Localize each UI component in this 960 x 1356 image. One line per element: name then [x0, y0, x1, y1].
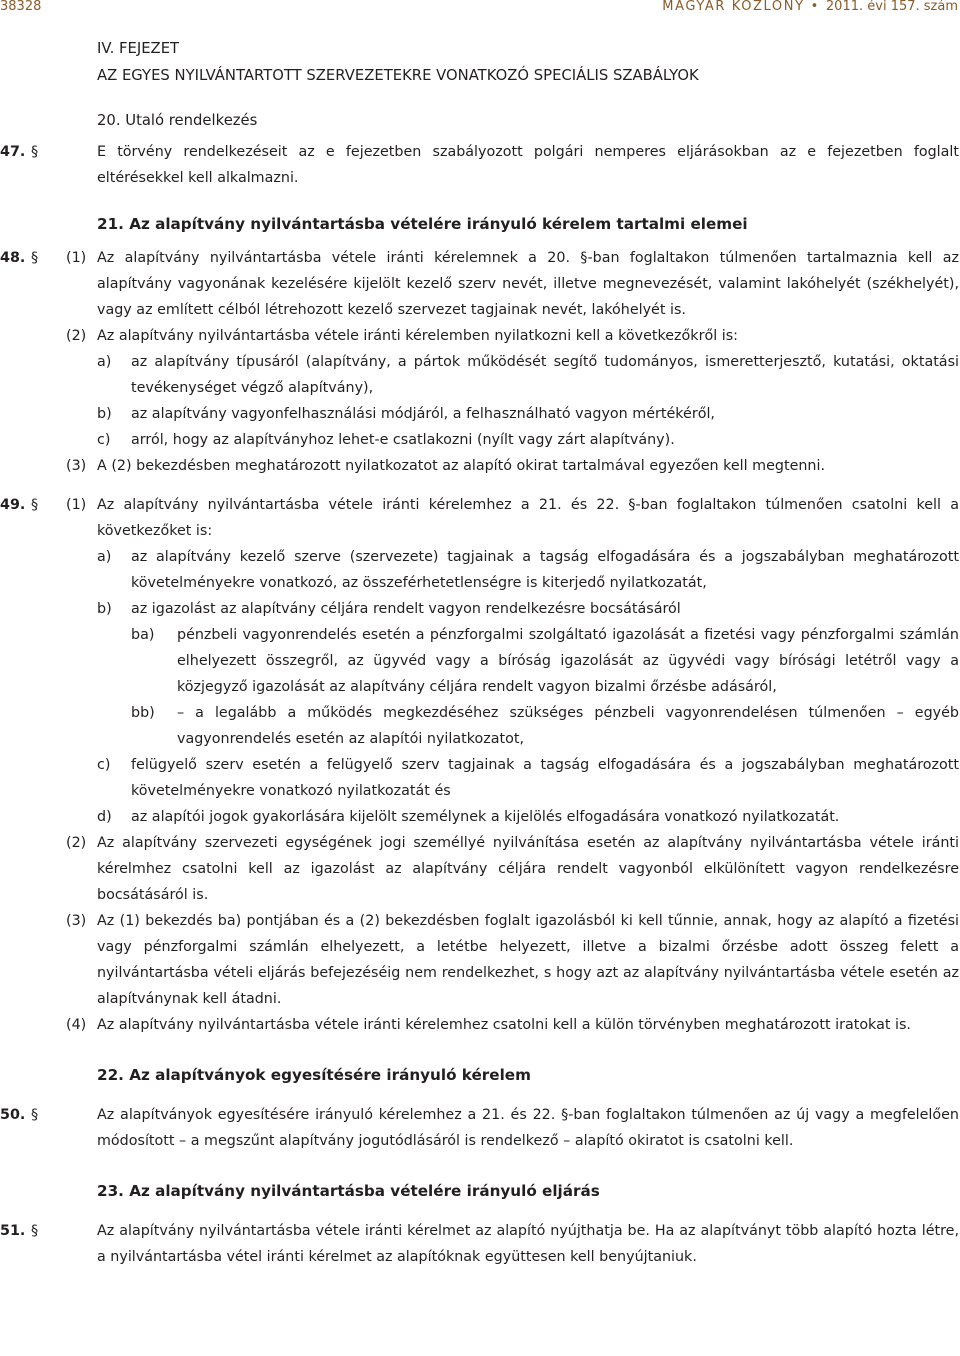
- section-sign: §: [31, 1223, 39, 1239]
- point-text: az igazolást az alapítvány céljára rendelt vagyon rendelkezésre bocsátásáról: [131, 601, 681, 617]
- point-text: az alapítvány kezelő szerve (szervezete) tagjainak a tagság elfogadására és a jogszabályban meghatározott követelményekre vonatkozó, az összeférhetetlenségre is kiterjedő nyilatkozatát,: [131, 549, 959, 591]
- subsection-text: Az alapítvány nyilvántartásba vétele iránti kérelemhez csatolni kell a külön törvényben meghatározott iratokat is.: [97, 1017, 911, 1033]
- paragraph-number: 49.: [0, 497, 26, 513]
- point-label: c): [97, 432, 111, 448]
- point-b: [0, 596, 960, 622]
- subpoint-label: bb): [131, 705, 155, 721]
- subsection-text: Az (1) bekezdés ba) pontjában és a (2) bekezdésben foglalt igazolásból ki kell tűnnie, annak, hogy az alapító a fizetési vagy pénzforgalmi számlán elhelyezett, a letétbe helyezett, illetve a bizalmi őrzésbe adott összeg felett a nyilvántartásba vételi eljárás befejezéséig nem rendelkezhet, s hogy azt az alapítvány nyilvántartásba vétele esetén az alapítványnak kell átadni.: [97, 913, 959, 1007]
- publication-info: [662, 0, 958, 13]
- paragraph-48: [0, 245, 960, 323]
- point-c: [0, 427, 960, 453]
- page-header: [0, 0, 960, 15]
- paragraph-text: E törvény rendelkezéseit az e fejezetben szabályozott polgári nemperes eljárásokban az e fejezetben foglalt eltérésekkel kell alkalmazni.: [97, 144, 959, 186]
- paragraph-49: [0, 492, 960, 544]
- paragraph-text: Az alapítványok egyesítésére irányuló kérelemhez a 21. és 22. §-ban foglaltakon túlmenően az új vagy a megfelelően módosított – a megszűnt alapítvány jogutódlásáról is rendelkező – alapító okiratot is csatolni kell.: [97, 1107, 959, 1149]
- paragraph-47: [0, 139, 960, 191]
- paragraph-48-subsection-3: [0, 453, 960, 479]
- paragraph-49-subsection-2: [0, 830, 960, 908]
- paragraph-48-subsection-2: [0, 323, 960, 349]
- section-sign: §: [31, 1107, 39, 1123]
- point-d: [0, 804, 960, 830]
- point-a: [0, 349, 960, 401]
- paragraph-number: 50.: [0, 1107, 26, 1123]
- point-a: [0, 544, 960, 596]
- point-label: b): [97, 601, 112, 617]
- point-label: d): [97, 809, 112, 825]
- subsection-number: (2): [66, 328, 87, 344]
- subsection-number: (1): [66, 497, 87, 513]
- subsection-number: (1): [66, 250, 87, 266]
- document-body: [0, 35, 960, 1270]
- subpoint-bb: [0, 700, 960, 752]
- section-23-title: 23. Az alapítvány nyilvántartásba vételére irányuló eljárás: [97, 1182, 600, 1200]
- subsection-number: (2): [66, 835, 87, 851]
- point-b: [0, 401, 960, 427]
- chapter-heading: [97, 35, 960, 89]
- paragraph-49-subsection-3: [0, 908, 960, 1012]
- point-text: az alapítvány vagyonfelhasználási módjáról, a felhasználható vagyon mértékéről,: [131, 406, 715, 422]
- chapter-title: AZ EGYES NYILVÁNTARTOTT SZERVEZETEKRE VONATKOZÓ SPECIÁLIS SZABÁLYOK: [97, 67, 699, 84]
- point-label: a): [97, 354, 112, 370]
- subsection-number: (3): [66, 458, 87, 474]
- section-sign: §: [31, 144, 39, 160]
- subpoint-label: ba): [131, 627, 155, 643]
- point-text: felügyelő szerv esetén a felügyelő szerv tagjainak a tagság elfogadására és a jogszabályban meghatározott követelményekre vonatkozó nyilatkozatát és: [131, 757, 959, 799]
- point-text: arról, hogy az alapítványhoz lehet-e csatlakozni (nyílt vagy zárt alapítvány).: [131, 432, 675, 448]
- subsection-text: Az alapítvány nyilvántartásba vétele iránti kérelemben nyilatkozni kell a következőkről is:: [97, 328, 738, 344]
- point-text: az alapítói jogok gyakorlására kijelölt személynek a kijelölés elfogadására vonatkozó nyilatkozatát.: [131, 809, 840, 825]
- subsection-number: (4): [66, 1017, 87, 1033]
- point-text: az alapítvány típusáról (alapítvány, a pártok működését segítő tudományos, ismeretterjesztő, kutatási, oktatási tevékenységet végző alapítvány),: [131, 354, 959, 396]
- subpoint-ba: [0, 622, 960, 700]
- subpoint-text: – a legalább a működés megkezdéséhez szükséges pénzbeli vagyonrendelésen túlmenően – egyéb vagyonrendelés esetén az alapítói nyilatkozatot,: [177, 705, 959, 747]
- subpoint-text: pénzbeli vagyonrendelés esetén a pénzforgalmi szolgáltató igazolását a fizetési vagy pénzforgalmi számlán elhelyezett összegről, az ügyvéd vagy a bíróság igazolását az ügyvédi vagy bírósági letétről vagy a közjegyző igazolását az alapítvány céljára rendelt vagyon bizalmi őrzésbe adásáról,: [177, 627, 959, 695]
- subsection-text: Az alapítvány nyilvántartásba vétele iránti kérelemnek a 20. §-ban foglaltakon túlmenően tartalmaznia kell az alapítvány vagyonának kezelésére kijelölt kezelő szerv nevét, illetve megnevezését, valamint lakóhelyét (székhelyét), vagy az említett célból létrehozott kezelő szervezet tagjainak nevét, lakóhelyét is.: [97, 250, 959, 318]
- subsection-text: Az alapítvány szervezeti egységének jogi személlyé nyilvánítása esetén az alapítvány nyilvántartásba vétele iránti kérelmhez csatolni kell az igazolást az alapítvány céljára rendelt vagyonból elkülönített vagyon rendelkezésre bocsátásáról is.: [97, 835, 959, 903]
- point-label: b): [97, 406, 112, 422]
- publication-name: MAGYAR KÖZLÖNY: [662, 0, 805, 14]
- section-20-title: 20. Utaló rendelkezés: [97, 112, 258, 129]
- point-c: [0, 752, 960, 804]
- issue-number: 2011. évi 157. szám: [825, 0, 958, 14]
- point-label: c): [97, 757, 111, 773]
- section-sign: §: [31, 497, 39, 513]
- page-number: 38328: [0, 0, 42, 14]
- paragraph-number: 48.: [0, 250, 26, 266]
- paragraph-49-subsection-4: [0, 1012, 960, 1038]
- paragraph-number: 47.: [0, 144, 26, 160]
- bullet-icon: •: [810, 0, 820, 14]
- section-21-title: 21. Az alapítvány nyilvántartásba vételére irányuló kérelem tartalmi elemei: [97, 215, 748, 233]
- subsection-text: A (2) bekezdésben meghatározott nyilatkozatot az alapító okirat tartalmával egyezően kell megtenni.: [97, 458, 826, 474]
- section-sign: §: [31, 250, 39, 266]
- paragraph-51: [0, 1218, 960, 1270]
- subsection-text: Az alapítvány nyilvántartásba vétele iránti kérelemhez a 21. és 22. §-ban foglaltakon túlmenően csatolni kell a következőket is:: [97, 497, 959, 539]
- section-22-title: 22. Az alapítványok egyesítésére irányuló kérelem: [97, 1066, 531, 1084]
- subsection-number: (3): [66, 913, 87, 929]
- paragraph-50: [0, 1102, 960, 1154]
- point-label: a): [97, 549, 112, 565]
- paragraph-text: Az alapítvány nyilvántartásba vétele iránti kérelmet az alapító nyújthatja be. Ha az alapítványt több alapító hozta létre, a nyilvántartásba vétel iránti kérelmet az alapítóknak együttesen kell benyújtaniuk.: [97, 1223, 959, 1265]
- chapter-number: IV. FEJEZET: [97, 40, 180, 57]
- paragraph-number: 51.: [0, 1223, 26, 1239]
